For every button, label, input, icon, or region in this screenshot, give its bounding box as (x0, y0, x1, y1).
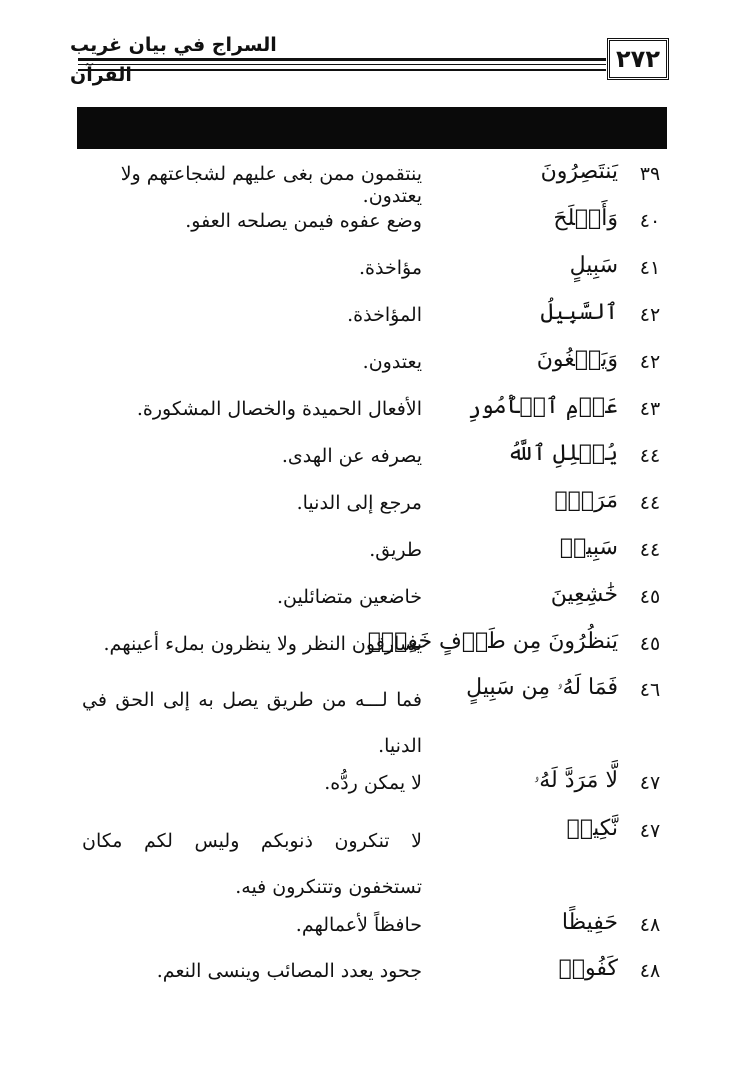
verse-number: ٤٨ (639, 960, 661, 982)
verse-number: ٤٧ (639, 820, 661, 842)
verse-number: ٤٧ (639, 772, 661, 794)
word-meaning: يصرفه عن الهدى. (281, 445, 422, 467)
verse-number: ٤٨ (639, 914, 661, 936)
word-meaning: المؤاخذة. (347, 304, 422, 326)
header-rule (78, 64, 606, 65)
verse-number: ٤٣ (639, 398, 661, 420)
list-item (70, 625, 670, 671)
list-item (70, 484, 670, 531)
quran-word: سَبِيلٍ (569, 253, 618, 278)
list-item (70, 764, 670, 812)
verse-number: ٤٠ (639, 210, 661, 232)
list-item (70, 531, 670, 578)
quran-word: يَنظُرُونَ مِن طَرۡفٍ خَفِيّٖ (367, 629, 618, 654)
list-item (70, 155, 670, 207)
verse-number: ٤٥ (639, 633, 661, 655)
verse-number: ٤٥ (639, 586, 661, 608)
verse-number: ٤٦ (639, 679, 661, 701)
glossary-list (70, 155, 670, 998)
list-item (70, 249, 670, 296)
word-meaning: مرجع إلى الدنيا. (296, 492, 422, 514)
quran-word: وَيَبۡغُونَ (536, 347, 618, 372)
list-item (70, 390, 670, 437)
quran-word: يُضۡلِلِ ٱللَّهُ (507, 441, 618, 466)
word-meaning: لا تنكرون ذنوبكم وليس لكم مكان تستخفون وتتنكرون فيه. (82, 830, 422, 898)
quran-word: خَٰشِعِينَ (550, 582, 618, 607)
quran-word: نَّكِيرٖ (566, 816, 618, 841)
word-meaning: وضع عفوه فيمن يصلحه العفو. (185, 210, 422, 232)
word-meaning: طريق. (369, 539, 422, 561)
word-meaning: جحود يعدد المصائب وينسى النعم. (156, 960, 422, 982)
header-rule (78, 58, 606, 61)
verse-number: ٤٤ (639, 492, 661, 514)
list-item (70, 578, 670, 625)
list-item (70, 952, 670, 998)
page-number: ٢٧٢ (607, 38, 669, 80)
quran-word: حَفِيظًا (561, 910, 618, 935)
table-header-bar (77, 107, 667, 149)
quran-word: لَّا مَرَدَّ لَهُۥ (533, 768, 618, 793)
word-meaning: خاضعين متضائلين. (276, 586, 422, 608)
word-meaning: الأفعال الحميدة والخصال المشكورة. (136, 398, 422, 420)
verse-number: ٤٢ (639, 304, 661, 326)
list-item (70, 812, 670, 906)
running-title: السراج في بيان غريب القرآن (70, 34, 277, 86)
quran-word: يَنتَصِرُونَ (540, 159, 618, 184)
list-item (70, 437, 670, 484)
verse-number: ٤٤ (639, 539, 661, 561)
word-meaning: يعتدون. (362, 351, 422, 373)
quran-word: كَفُورٞ (558, 956, 618, 981)
list-item (70, 343, 670, 390)
quran-word: عَزۡمِ ٱلۡأُمُورِ (467, 394, 618, 419)
word-meaning: فما لـــه من طريق يصل به إلى الحق في الدنيا. (82, 689, 422, 757)
list-item (70, 906, 670, 952)
quran-word: ٱلسَّبِيلُ (540, 300, 618, 325)
word-meaning: مؤاخذة. (359, 257, 422, 279)
list-item (70, 202, 670, 249)
quran-word: وَأَصۡلَحَ (553, 206, 618, 231)
word-meaning: يسارقون النظر ولا ينظرون بملء أعينهم. (103, 633, 422, 655)
verse-number: ٤٢ (639, 351, 661, 373)
quran-word: مَرَدّٖ (554, 488, 618, 513)
verse-number: ٤١ (639, 257, 661, 279)
verse-number: ٤٤ (639, 445, 661, 467)
word-meaning: حافظاً لأعمالهم. (295, 914, 422, 936)
verse-number: ٣٩ (639, 163, 661, 185)
list-item (70, 296, 670, 343)
header-rule (78, 69, 606, 71)
quran-word: سَبِيلٖ (559, 535, 618, 560)
word-meaning: ينتقمون ممن بغى عليهم لشجاعتهم ولا يعتدون. (120, 163, 422, 207)
quran-word: فَمَا لَهُۥ مِن سَبِيلٍ (466, 675, 618, 700)
list-item (70, 671, 670, 764)
word-meaning: لا يمكن ردُّه. (324, 772, 422, 794)
